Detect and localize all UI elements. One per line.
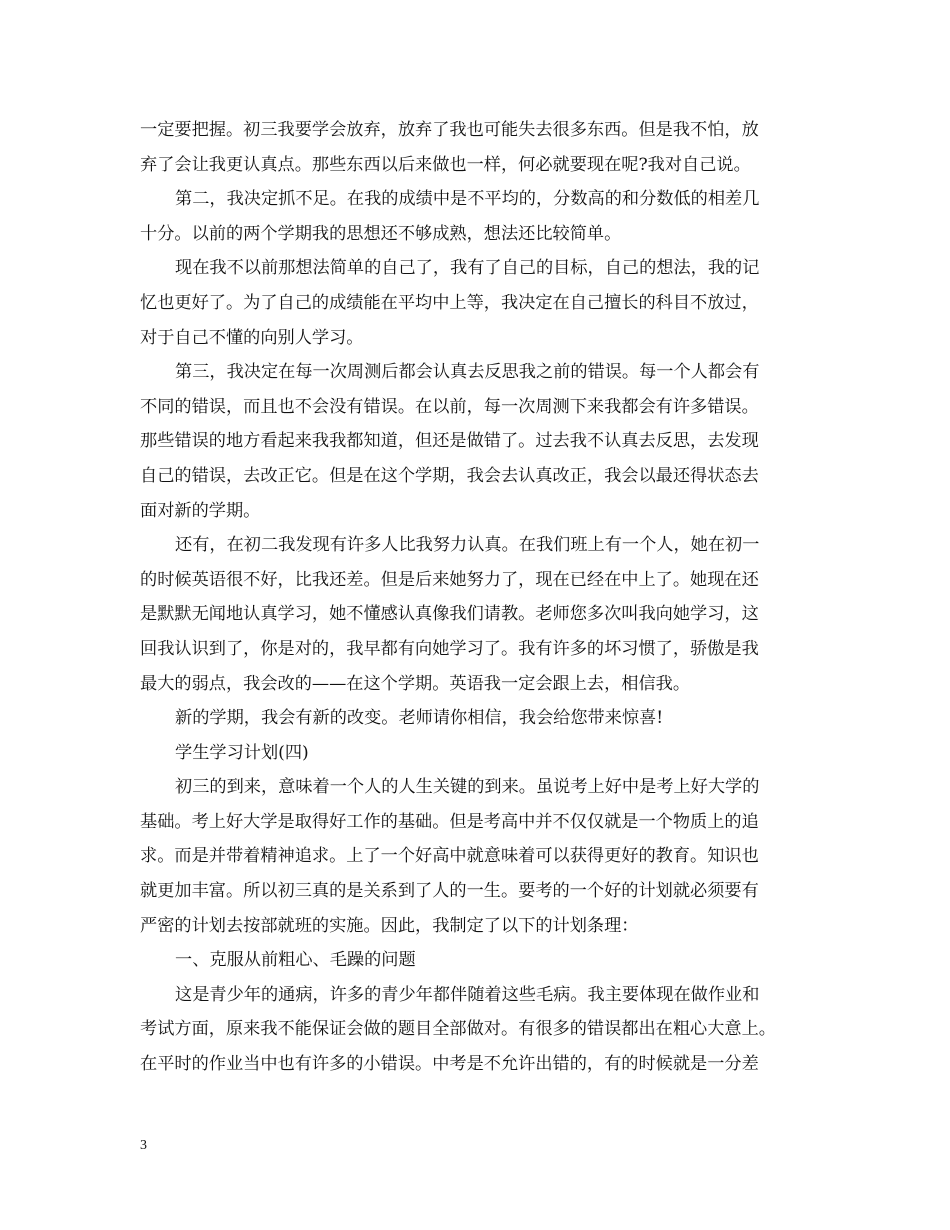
- text-line: 一、克服从前粗心、毛躁的问题: [175, 950, 416, 971]
- text-line: 初三的到来，意味着一个人的人生关键的到来。虽说考上好中是考上好大学的: [175, 777, 760, 798]
- text-line: 弃了会让我更认真点。那些东西以后来做也一样，何必就要现在呢?我对自己说。: [140, 154, 751, 175]
- document-body: [140, 113, 830, 1082]
- text-line: 那些错误的地方看起来我我都知道，但还是做错了。过去我不认真去反思，去发现: [140, 431, 759, 452]
- text-line: 面对新的学期。: [140, 500, 261, 521]
- text-line: 忆也更好了。为了自己的成绩能在平均中上等，我决定在自己擅长的科目不放过，: [140, 292, 759, 313]
- text-line: 就更加丰富。所以初三真的是关系到了人的一生。要考的一个好的计划就必须要有: [140, 881, 759, 902]
- text-line: 回我认识到了，你是对的，我早都有向她学习了。我有许多的坏习惯了，骄傲是我: [140, 638, 759, 659]
- text-line: 的时候英语很不好，比我还差。但是后来她努力了，现在已经在中上了。她现在还: [140, 569, 759, 590]
- text-line: 最大的弱点，我会改的——在这个学期。英语我一定会跟上去，相信我。: [140, 673, 691, 694]
- text-line: 十分。以前的两个学期我的思想还不够成熟，想法还比较简单。: [140, 223, 622, 244]
- text-line: 在平时的作业当中也有许多的小错误。中考是不允许出错的，有的时候就是一分差: [140, 1054, 759, 1075]
- text-line: 求。而是并带着精神追求。上了一个好高中就意味着可以获得更好的教育。知识也: [140, 846, 759, 867]
- text-line: 新的学期，我会有新的改变。老师请你相信，我会给您带来惊喜!: [175, 708, 664, 729]
- text-line: 自己的错误，去改正它。但是在这个学期，我会去认真改正，我会以最还得状态去: [140, 465, 759, 486]
- text-line: 这是青少年的通病，许多的青少年都伴随着这些毛病。我主要体现在做作业和: [175, 984, 760, 1005]
- text-line: 第二，我决定抓不足。在我的成绩中是不平均的，分数高的和分数低的相差几: [175, 189, 760, 210]
- text-line: 对于自己不懂的向别人学习。: [140, 327, 364, 348]
- text-line: 学生学习计划(四): [175, 742, 309, 763]
- text-line: 是默默无闻地认真学习，她不懂感认真像我们请教。老师您多次叫我向她学习，这: [140, 604, 759, 625]
- text-line: 严密的计划去按部就班的实施。因此，我制定了以下的计划条理：: [140, 915, 639, 936]
- text-line: 考试方面，原来我不能保证会做的题目全部做对。有很多的错误都出在粗心大意上。: [140, 1019, 776, 1040]
- text-line: 基础。考上好大学是取得好工作的基础。但是考高中并不仅仅就是一个物质上的追: [140, 811, 759, 832]
- text-line: 一定要把握。初三我要学会放弃，放弃了我也可能失去很多东西。但是我不怕，放: [140, 120, 759, 140]
- page-number: 3: [140, 1138, 147, 1153]
- text-line: 第三，我决定在每一次周测后都会认真去反思我之前的错误。每一个人都会有: [175, 362, 760, 383]
- text-line: 现在我不以前那想法简单的自己了，我有了自己的目标，自己的想法，我的记: [175, 258, 760, 279]
- text-line: 不同的错误，而且也不会没有错误。在以前，每一次周测下来我都会有许多错误。: [140, 396, 759, 417]
- text-line: 还有，在初二我发现有许多人比我努力认真。在我们班上有一个人，她在初一: [175, 535, 760, 556]
